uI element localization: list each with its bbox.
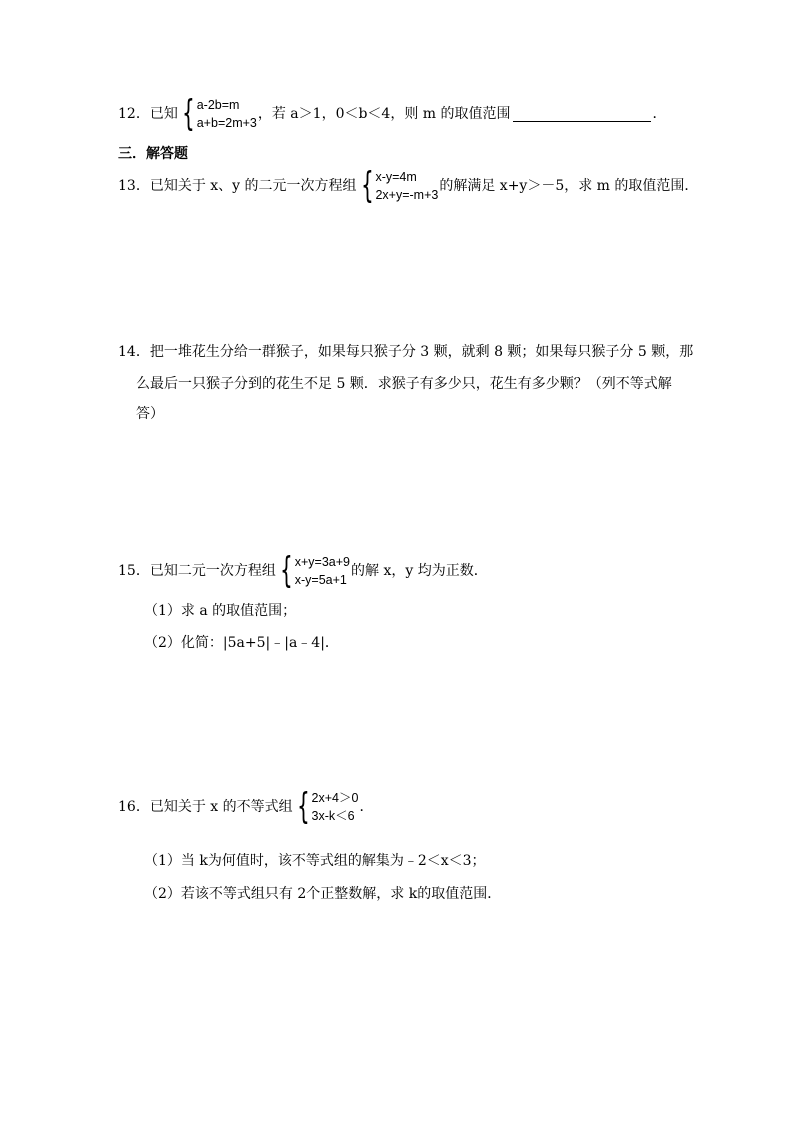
question-14-line-2: 么最后一只猴子分到的花生不足 5 颗．求猴子有多少只，花生有多少颗？（列不等式解 [136, 376, 672, 392]
question-13-system [359, 165, 439, 206]
question-16-system [295, 786, 359, 827]
section-header: 三．解答题 [118, 146, 188, 162]
question-16-part-2: （2）若该不等式组只有 2个正整数解，求 k的取值范围． [144, 886, 502, 902]
question-15-equation-1: x+y=3a+9 [294, 555, 350, 569]
question-12-end: ． [652, 106, 667, 122]
question-16-end: ． [359, 799, 374, 815]
question-16-part-1: （1）当 k为何值时，该不等式组的解集为﹣2＜x＜3； [144, 853, 486, 869]
question-15-prefix: 已知二元一次方程组 [149, 563, 276, 579]
question-15-part-2: （2）化简：|5a+5|﹣|a﹣4|． [144, 635, 339, 651]
question-15-equation-2: x-y=5a+1 [294, 573, 347, 587]
question-13 [118, 165, 699, 206]
question-12-equation-2: a+b=2m+3 [196, 116, 257, 130]
question-13-number: 13． [118, 178, 150, 194]
left-brace-icon: { [360, 165, 374, 206]
left-brace-icon: { [181, 93, 195, 134]
question-16-inequality-2: 3x-k＜6 [311, 809, 355, 823]
question-16-prefix: 已知关于 x 的不等式组 [149, 799, 293, 815]
question-12-prefix: 已知 [149, 106, 178, 122]
question-15-part-1: （1）求 a 的取值范围； [144, 603, 297, 619]
question-12 [118, 93, 667, 134]
question-16 [118, 786, 374, 827]
question-12-equation-1: a-2b=m [196, 98, 240, 112]
question-15-system [278, 550, 350, 591]
question-13-prefix: 已知关于 x、y 的二元一次方程组 [149, 178, 357, 194]
question-12-system [180, 93, 257, 134]
question-12-condition: ，若 a＞1，0＜b＜4，则 m 的取值范围 [257, 106, 511, 122]
question-15-condition: 的解 x，y 均为正数． [351, 563, 488, 579]
question-13-condition: 的解满足 x+y＞－5，求 m 的取值范围． [439, 178, 699, 194]
question-15 [118, 550, 488, 591]
question-15-number: 15． [118, 563, 150, 579]
question-14-line-3: 答） [136, 406, 164, 422]
answer-blank [513, 107, 651, 122]
question-14-line-1: 14．把一堆花生分给一群猴子，如果每只猴子分 3 颗，就剩 8 颗；如果每只猴子分 5 颗，那 [118, 344, 694, 360]
left-brace-icon: { [296, 786, 310, 827]
question-16-number: 16． [118, 799, 150, 815]
question-13-equation-1: x-y=4m [375, 170, 417, 184]
question-13-equation-2: 2x+y=-m+3 [375, 188, 439, 202]
question-16-inequality-1: 2x+4＞0 [311, 791, 359, 805]
left-brace-icon: { [279, 550, 293, 591]
question-12-number: 12． [118, 106, 150, 122]
